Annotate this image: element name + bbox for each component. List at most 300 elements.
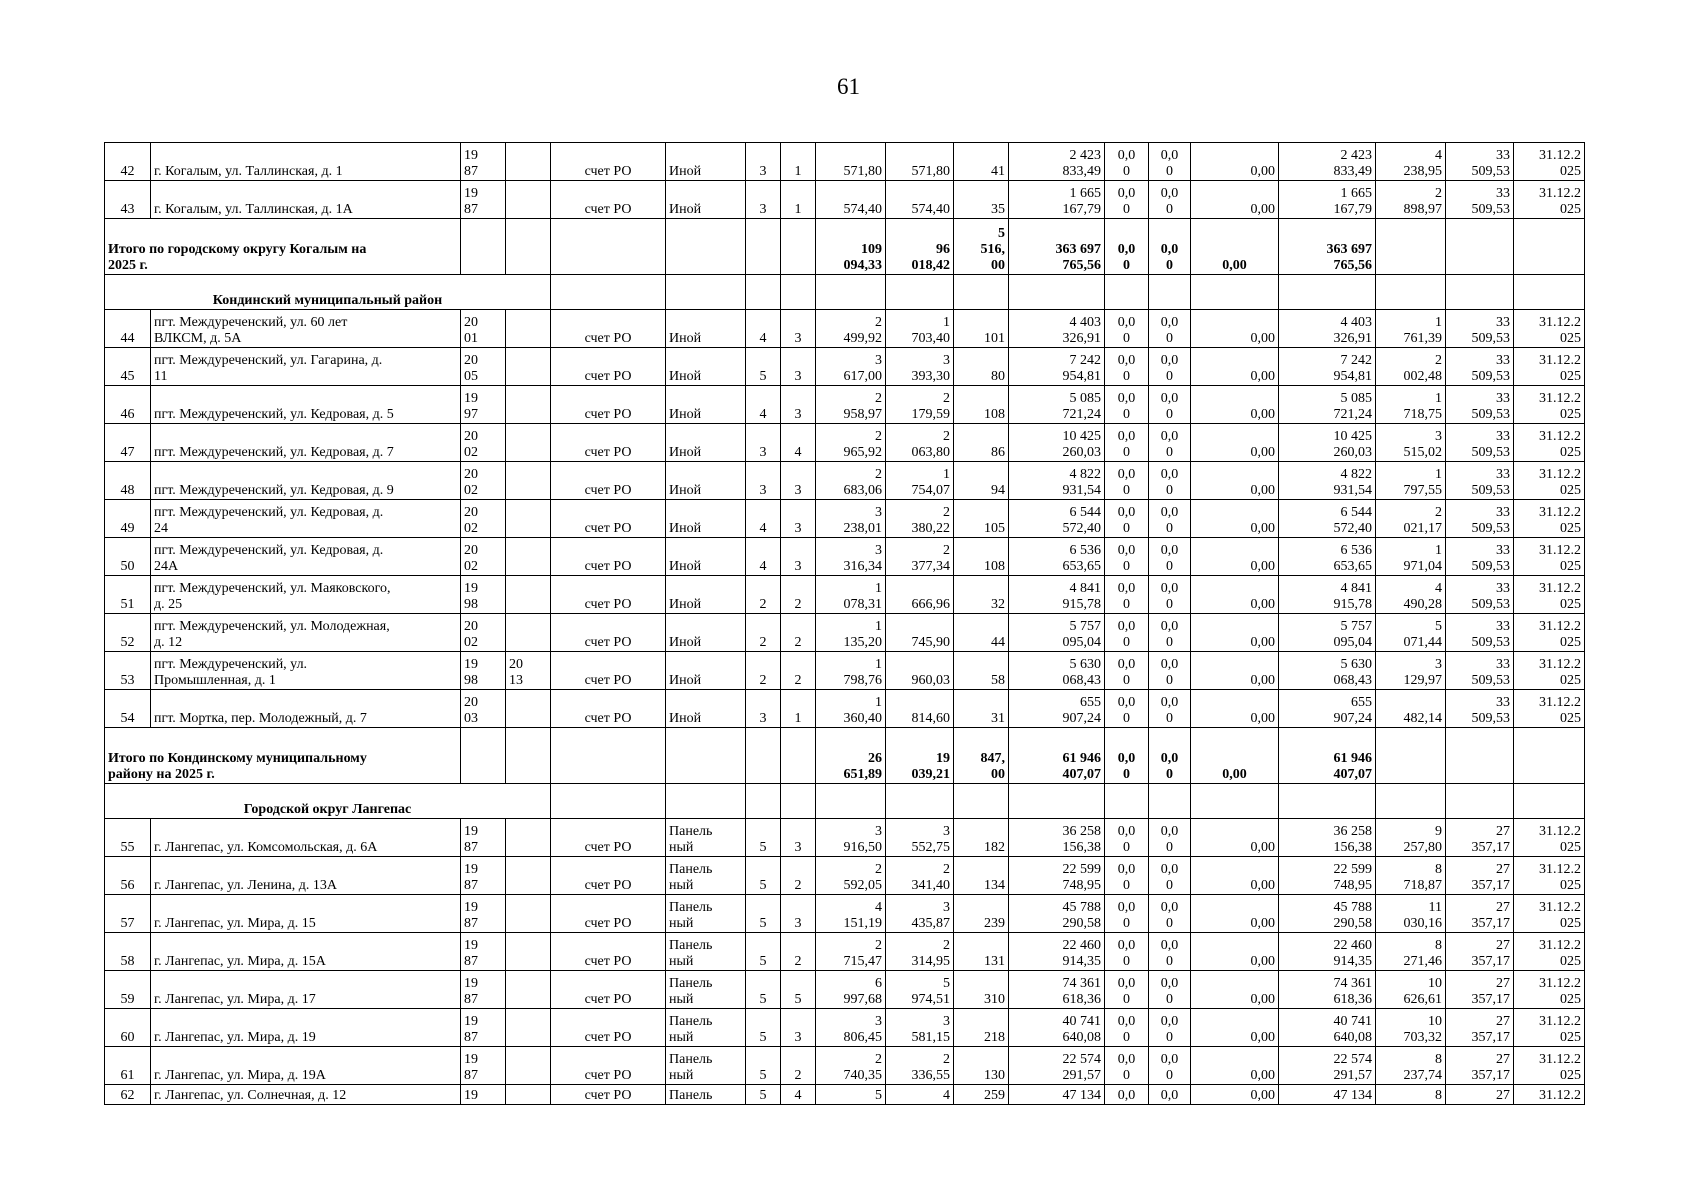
limit-cost-cell: 33 509,53 <box>1446 424 1514 462</box>
limit-cost-cell: 27 357,17 <box>1446 971 1514 1009</box>
fund-method-cell: счет РО <box>551 348 666 386</box>
year-renovated-cell: 20 13 <box>506 652 551 690</box>
total-area-cell: 2 958,97 <box>816 386 886 424</box>
year-built-cell: 19 87 <box>461 181 506 219</box>
empty-cell <box>666 784 746 819</box>
empty-cell <box>816 784 886 819</box>
entrances-cell: 2 <box>781 614 816 652</box>
entrances-cell: 3 <box>781 348 816 386</box>
deadline-cell: 31.12.2 025 <box>1514 1009 1585 1047</box>
budget-3-cell: 0,00 <box>1191 819 1279 857</box>
budget-1-cell: 0,0 0 <box>1105 538 1149 576</box>
empty-cell <box>1446 219 1514 275</box>
residents-cell: 134 <box>954 857 1009 895</box>
budget-3-cell: 0,00 <box>1191 576 1279 614</box>
repair-cost-cell: 6 544 572,40 <box>1009 500 1105 538</box>
repair-cost-cell: 655 907,24 <box>1009 690 1105 728</box>
floors-cell: 3 <box>746 424 781 462</box>
specific-cost-cell: 1 761,39 <box>1376 310 1446 348</box>
empty-cell <box>1446 728 1514 784</box>
budget-2-cell: 0,0 0 <box>1149 219 1191 275</box>
budget-2-cell: 0,0 0 <box>1149 895 1191 933</box>
budget-1-cell: 0,0 0 <box>1105 819 1149 857</box>
floors-cell: 5 <box>746 933 781 971</box>
year-built-cell: 20 02 <box>461 538 506 576</box>
residents-cell: 101 <box>954 310 1009 348</box>
year-built-cell: 19 87 <box>461 143 506 181</box>
table-row <box>105 143 1585 181</box>
table-row <box>105 857 1585 895</box>
repair-cost-cell: 4 841 915,78 <box>1009 576 1105 614</box>
budget-2-cell: 0,0 0 <box>1149 971 1191 1009</box>
budget-2-cell: 0,0 0 <box>1149 143 1191 181</box>
deadline-cell: 31.12.2 025 <box>1514 538 1585 576</box>
table-row <box>105 576 1585 614</box>
floors-cell: 2 <box>746 614 781 652</box>
row-number-cell: 59 <box>105 971 151 1009</box>
residents-cell: 44 <box>954 614 1009 652</box>
wall-material-cell: Иной <box>666 690 746 728</box>
empty-cell <box>781 728 816 784</box>
limit-cost-cell: 33 509,53 <box>1446 652 1514 690</box>
specific-cost-cell: 4 238,95 <box>1376 143 1446 181</box>
repair-cost-cell: 2 423 833,49 <box>1009 143 1105 181</box>
empty-cell <box>781 784 816 819</box>
budget-2-cell: 0,0 0 <box>1149 690 1191 728</box>
total-cost-cell: 4 822 931,54 <box>1279 462 1376 500</box>
residents-cell: 847, 00 <box>954 728 1009 784</box>
empty-cell <box>1514 275 1585 310</box>
budget-3-cell: 0,00 <box>1191 1047 1279 1085</box>
year-renovated-cell <box>506 500 551 538</box>
table-row <box>105 1009 1585 1047</box>
empty-cell <box>1105 784 1149 819</box>
wall-material-cell: Иной <box>666 500 746 538</box>
address-cell: пгт. Междуреченский, ул. Кедровая, д. 24А <box>151 538 461 576</box>
address-cell: пгт. Междуреченский, ул. Кедровая, д. 5 <box>151 386 461 424</box>
register-table <box>104 142 1585 1105</box>
residents-cell: 41 <box>954 143 1009 181</box>
limit-cost-cell: 27 357,17 <box>1446 857 1514 895</box>
residents-cell: 239 <box>954 895 1009 933</box>
total-label-cell: Итого по Кондинскому муниципальному району на 2025 г. <box>105 728 461 784</box>
year-built-cell: 20 03 <box>461 690 506 728</box>
limit-cost-cell: 33 509,53 <box>1446 690 1514 728</box>
specific-cost-cell: 1 718,75 <box>1376 386 1446 424</box>
residents-cell: 131 <box>954 933 1009 971</box>
row-number-cell: 51 <box>105 576 151 614</box>
address-cell: г. Лангепас, ул. Комсомольская, д. 6А <box>151 819 461 857</box>
year-built-cell: 19 87 <box>461 971 506 1009</box>
living-area-cell: 960,03 <box>886 652 954 690</box>
empty-cell <box>1279 784 1376 819</box>
residents-cell: 108 <box>954 538 1009 576</box>
budget-1-cell: 0,0 0 <box>1105 576 1149 614</box>
entrances-cell: 4 <box>781 424 816 462</box>
specific-cost-cell: 8 718,87 <box>1376 857 1446 895</box>
total-cost-cell: 74 361 618,36 <box>1279 971 1376 1009</box>
year-renovated-cell <box>506 819 551 857</box>
address-cell: пгт. Междуреченский, ул. Кедровая, д. 9 <box>151 462 461 500</box>
living-area-cell: 3 393,30 <box>886 348 954 386</box>
year-renovated-cell <box>506 143 551 181</box>
total-cost-cell: 47 134 <box>1279 1085 1376 1105</box>
specific-cost-cell: 4 490,28 <box>1376 576 1446 614</box>
residents-cell: 105 <box>954 500 1009 538</box>
budget-2-cell: 0,0 0 <box>1149 614 1191 652</box>
budget-1-cell: 0,0 0 <box>1105 728 1149 784</box>
deadline-cell: 31.12.2 025 <box>1514 933 1585 971</box>
row-number-cell: 49 <box>105 500 151 538</box>
entrances-cell: 2 <box>781 933 816 971</box>
entrances-cell: 2 <box>781 576 816 614</box>
floors-cell: 4 <box>746 500 781 538</box>
floors-cell: 2 <box>746 652 781 690</box>
wall-material-cell: Панель ный <box>666 857 746 895</box>
specific-cost-cell: 2 021,17 <box>1376 500 1446 538</box>
living-area-cell: 571,80 <box>886 143 954 181</box>
year-built-cell: 20 02 <box>461 500 506 538</box>
budget-2-cell: 0,0 0 <box>1149 1047 1191 1085</box>
limit-cost-cell: 27 357,17 <box>1446 819 1514 857</box>
fund-method-cell: счет РО <box>551 1009 666 1047</box>
address-cell: пгт. Междуреченский, ул. Гагарина, д. 11 <box>151 348 461 386</box>
address-cell: г. Лангепас, ул. Мира, д. 15 <box>151 895 461 933</box>
total-cost-cell: 40 741 640,08 <box>1279 1009 1376 1047</box>
row-number-cell: 48 <box>105 462 151 500</box>
living-area-cell: 814,60 <box>886 690 954 728</box>
budget-3-cell: 0,00 <box>1191 462 1279 500</box>
address-cell: г. Лангепас, ул. Мира, д. 15А <box>151 933 461 971</box>
repair-cost-cell: 4 822 931,54 <box>1009 462 1105 500</box>
empty-cell <box>816 275 886 310</box>
year-built-cell: 19 87 <box>461 1009 506 1047</box>
budget-2-cell: 0,0 <box>1149 1085 1191 1105</box>
entrances-cell: 2 <box>781 652 816 690</box>
year-renovated-cell <box>506 181 551 219</box>
living-area-cell: 2 336,55 <box>886 1047 954 1085</box>
residents-cell: 35 <box>954 181 1009 219</box>
year-renovated-cell <box>506 614 551 652</box>
wall-material-cell: Панель ный <box>666 933 746 971</box>
address-cell: г. Лангепас, ул. Ленина, д. 13А <box>151 857 461 895</box>
empty-cell <box>666 275 746 310</box>
living-area-cell: 3 581,15 <box>886 1009 954 1047</box>
table-row <box>105 690 1585 728</box>
living-area-cell: 3 435,87 <box>886 895 954 933</box>
row-number-cell: 58 <box>105 933 151 971</box>
total-area-cell: 26 651,89 <box>816 728 886 784</box>
deadline-cell: 31.12.2 025 <box>1514 971 1585 1009</box>
living-area-cell: 2 063,80 <box>886 424 954 462</box>
address-cell: г. Лангепас, ул. Мира, д. 17 <box>151 971 461 1009</box>
table-row <box>105 614 1585 652</box>
living-area-cell: 96 018,42 <box>886 219 954 275</box>
row-number-cell: 47 <box>105 424 151 462</box>
budget-1-cell: 0,0 0 <box>1105 386 1149 424</box>
budget-2-cell: 0,0 0 <box>1149 181 1191 219</box>
floors-cell: 5 <box>746 857 781 895</box>
deadline-cell: 31.12.2 025 <box>1514 1047 1585 1085</box>
residents-cell: 86 <box>954 424 1009 462</box>
empty-cell <box>551 219 666 275</box>
empty-cell <box>746 219 781 275</box>
living-area-cell: 2 314,95 <box>886 933 954 971</box>
table-row <box>105 500 1585 538</box>
total-area-cell: 1 360,40 <box>816 690 886 728</box>
fund-method-cell: счет РО <box>551 857 666 895</box>
total-area-cell: 2 592,05 <box>816 857 886 895</box>
entrances-cell: 3 <box>781 538 816 576</box>
repair-cost-cell: 4 403 326,91 <box>1009 310 1105 348</box>
specific-cost-cell: 3 515,02 <box>1376 424 1446 462</box>
specific-cost-cell: 482,14 <box>1376 690 1446 728</box>
repair-cost-cell: 1 665 167,79 <box>1009 181 1105 219</box>
wall-material-cell: Иной <box>666 538 746 576</box>
empty-cell <box>746 784 781 819</box>
year-built-cell: 20 02 <box>461 462 506 500</box>
empty-cell <box>551 728 666 784</box>
floors-cell: 5 <box>746 819 781 857</box>
deadline-cell: 31.12.2 <box>1514 1085 1585 1105</box>
table-row <box>105 895 1585 933</box>
fund-method-cell: счет РО <box>551 690 666 728</box>
total-cost-cell: 1 665 167,79 <box>1279 181 1376 219</box>
entrances-cell: 5 <box>781 971 816 1009</box>
budget-2-cell: 0,0 0 <box>1149 348 1191 386</box>
row-number-cell: 62 <box>105 1085 151 1105</box>
address-cell: пгт. Мортка, пер. Молодежный, д. 7 <box>151 690 461 728</box>
budget-2-cell: 0,0 0 <box>1149 500 1191 538</box>
budget-3-cell: 0,00 <box>1191 348 1279 386</box>
deadline-cell: 31.12.2 025 <box>1514 819 1585 857</box>
budget-3-cell: 0,00 <box>1191 614 1279 652</box>
fund-method-cell: счет РО <box>551 576 666 614</box>
entrances-cell: 3 <box>781 1009 816 1047</box>
residents-cell: 32 <box>954 576 1009 614</box>
budget-3-cell: 0,00 <box>1191 971 1279 1009</box>
total-cost-cell: 45 788 290,58 <box>1279 895 1376 933</box>
deadline-cell: 31.12.2 025 <box>1514 895 1585 933</box>
limit-cost-cell: 27 357,17 <box>1446 1047 1514 1085</box>
repair-cost-cell: 61 946 407,07 <box>1009 728 1105 784</box>
limit-cost-cell: 33 509,53 <box>1446 576 1514 614</box>
empty-cell <box>1446 784 1514 819</box>
fund-method-cell: счет РО <box>551 310 666 348</box>
total-cost-cell: 61 946 407,07 <box>1279 728 1376 784</box>
budget-1-cell: 0,0 0 <box>1105 933 1149 971</box>
year-built-cell: 19 87 <box>461 1047 506 1085</box>
row-number-cell: 61 <box>105 1047 151 1085</box>
total-area-cell: 574,40 <box>816 181 886 219</box>
repair-cost-cell: 22 574 291,57 <box>1009 1047 1105 1085</box>
living-area-cell: 2 341,40 <box>886 857 954 895</box>
total-cost-cell: 22 460 914,35 <box>1279 933 1376 971</box>
wall-material-cell: Панель ный <box>666 1009 746 1047</box>
budget-1-cell: 0,0 0 <box>1105 1047 1149 1085</box>
total-area-cell: 2 965,92 <box>816 424 886 462</box>
budget-2-cell: 0,0 0 <box>1149 857 1191 895</box>
wall-material-cell: Иной <box>666 576 746 614</box>
address-cell: г. Лангепас, ул. Мира, д. 19А <box>151 1047 461 1085</box>
wall-material-cell: Панель ный <box>666 895 746 933</box>
limit-cost-cell: 27 357,17 <box>1446 895 1514 933</box>
page-number: 61 <box>837 74 860 99</box>
year-renovated-cell <box>506 1085 551 1105</box>
entrances-cell: 3 <box>781 895 816 933</box>
total-label-cell: Итого по городскому округу Когалым на 2025 г. <box>105 219 461 275</box>
budget-3-cell: 0,00 <box>1191 728 1279 784</box>
year-built-cell: 20 02 <box>461 614 506 652</box>
limit-cost-cell: 33 509,53 <box>1446 500 1514 538</box>
repair-cost-cell: 5 630 068,43 <box>1009 652 1105 690</box>
fund-method-cell: счет РО <box>551 1085 666 1105</box>
total-area-cell: 2 683,06 <box>816 462 886 500</box>
repair-cost-cell: 22 460 914,35 <box>1009 933 1105 971</box>
wall-material-cell: Иной <box>666 348 746 386</box>
row-number-cell: 45 <box>105 348 151 386</box>
total-cost-cell: 5 085 721,24 <box>1279 386 1376 424</box>
year-renovated-cell <box>506 310 551 348</box>
repair-cost-cell: 5 085 721,24 <box>1009 386 1105 424</box>
empty-cell <box>1105 275 1149 310</box>
budget-2-cell: 0,0 0 <box>1149 1009 1191 1047</box>
year-built-cell: 20 01 <box>461 310 506 348</box>
budget-1-cell: 0,0 0 <box>1105 895 1149 933</box>
budget-1-cell: 0,0 0 <box>1105 348 1149 386</box>
residents-cell: 31 <box>954 690 1009 728</box>
living-area-cell: 666,96 <box>886 576 954 614</box>
floors-cell: 4 <box>746 310 781 348</box>
specific-cost-cell: 8 <box>1376 1085 1446 1105</box>
row-number-cell: 52 <box>105 614 151 652</box>
deadline-cell: 31.12.2 025 <box>1514 310 1585 348</box>
budget-1-cell: 0,0 0 <box>1105 143 1149 181</box>
living-area-cell: 1 703,40 <box>886 310 954 348</box>
wall-material-cell: Иной <box>666 181 746 219</box>
specific-cost-cell: 10 626,61 <box>1376 971 1446 1009</box>
table-row <box>105 819 1585 857</box>
total-area-cell: 6 997,68 <box>816 971 886 1009</box>
floors-cell: 3 <box>746 462 781 500</box>
residents-cell: 130 <box>954 1047 1009 1085</box>
limit-cost-cell: 27 357,17 <box>1446 933 1514 971</box>
empty-cell <box>1009 275 1105 310</box>
row-number-cell: 50 <box>105 538 151 576</box>
empty-cell <box>1514 784 1585 819</box>
specific-cost-cell: 11 030,16 <box>1376 895 1446 933</box>
budget-3-cell: 0,00 <box>1191 181 1279 219</box>
total-area-cell: 1 078,31 <box>816 576 886 614</box>
repair-cost-cell: 363 697 765,56 <box>1009 219 1105 275</box>
fund-method-cell: счет РО <box>551 1047 666 1085</box>
floors-cell: 4 <box>746 386 781 424</box>
empty-cell <box>461 728 506 784</box>
fund-method-cell: счет РО <box>551 500 666 538</box>
floors-cell: 3 <box>746 181 781 219</box>
floors-cell: 3 <box>746 690 781 728</box>
repair-cost-cell: 22 599 748,95 <box>1009 857 1105 895</box>
budget-2-cell: 0,0 0 <box>1149 424 1191 462</box>
floors-cell: 4 <box>746 538 781 576</box>
empty-cell <box>461 219 506 275</box>
entrances-cell: 2 <box>781 857 816 895</box>
budget-1-cell: 0,0 0 <box>1105 310 1149 348</box>
specific-cost-cell: 8 271,46 <box>1376 933 1446 971</box>
specific-cost-cell: 5 071,44 <box>1376 614 1446 652</box>
entrances-cell: 1 <box>781 143 816 181</box>
budget-3-cell: 0,00 <box>1191 219 1279 275</box>
year-built-cell: 19 87 <box>461 933 506 971</box>
residents-cell: 58 <box>954 652 1009 690</box>
limit-cost-cell: 33 509,53 <box>1446 348 1514 386</box>
year-built-cell: 19 87 <box>461 857 506 895</box>
wall-material-cell: Иной <box>666 424 746 462</box>
living-area-cell: 4 <box>886 1085 954 1105</box>
section-title-cell: Городской округ Лангепас <box>105 784 551 819</box>
limit-cost-cell: 33 509,53 <box>1446 310 1514 348</box>
total-area-cell: 109 094,33 <box>816 219 886 275</box>
entrances-cell: 3 <box>781 310 816 348</box>
total-cost-cell: 5 630 068,43 <box>1279 652 1376 690</box>
repair-cost-cell: 10 425 260,03 <box>1009 424 1105 462</box>
empty-cell <box>1279 275 1376 310</box>
address-cell: г. Когалым, ул. Таллинская, д. 1А <box>151 181 461 219</box>
empty-cell <box>506 219 551 275</box>
address-cell: пгт. Междуреченский, ул. Молодежная, д. 12 <box>151 614 461 652</box>
fund-method-cell: счет РО <box>551 895 666 933</box>
residents-cell: 5 516, 00 <box>954 219 1009 275</box>
entrances-cell: 4 <box>781 1085 816 1105</box>
budget-2-cell: 0,0 0 <box>1149 933 1191 971</box>
repair-cost-cell: 47 134 <box>1009 1085 1105 1105</box>
row-number-cell: 43 <box>105 181 151 219</box>
row-number-cell: 56 <box>105 857 151 895</box>
budget-2-cell: 0,0 0 <box>1149 819 1191 857</box>
floors-cell: 5 <box>746 895 781 933</box>
total-cost-cell: 363 697 765,56 <box>1279 219 1376 275</box>
budget-3-cell: 0,00 <box>1191 933 1279 971</box>
fund-method-cell: счет РО <box>551 652 666 690</box>
total-cost-cell: 2 423 833,49 <box>1279 143 1376 181</box>
row-number-cell: 46 <box>105 386 151 424</box>
entrances-cell: 3 <box>781 462 816 500</box>
wall-material-cell: Иной <box>666 652 746 690</box>
wall-material-cell: Иной <box>666 143 746 181</box>
limit-cost-cell: 33 509,53 <box>1446 614 1514 652</box>
empty-cell <box>886 275 954 310</box>
deadline-cell: 31.12.2 025 <box>1514 143 1585 181</box>
table-row <box>105 181 1585 219</box>
budget-3-cell: 0,00 <box>1191 424 1279 462</box>
total-area-cell: 2 715,47 <box>816 933 886 971</box>
floors-cell: 2 <box>746 576 781 614</box>
budget-2-cell: 0,0 0 <box>1149 386 1191 424</box>
residents-cell: 80 <box>954 348 1009 386</box>
year-renovated-cell <box>506 424 551 462</box>
deadline-cell: 31.12.2 025 <box>1514 181 1585 219</box>
address-cell: г. Лангепас, ул. Солнечная, д. 12 <box>151 1085 461 1105</box>
repair-cost-cell: 45 788 290,58 <box>1009 895 1105 933</box>
budget-3-cell: 0,00 <box>1191 652 1279 690</box>
specific-cost-cell: 1 971,04 <box>1376 538 1446 576</box>
table-row <box>105 424 1585 462</box>
empty-cell <box>954 784 1009 819</box>
budget-1-cell: 0,0 0 <box>1105 690 1149 728</box>
total-area-cell: 2 740,35 <box>816 1047 886 1085</box>
total-cost-cell: 6 544 572,40 <box>1279 500 1376 538</box>
total-cost-cell: 655 907,24 <box>1279 690 1376 728</box>
